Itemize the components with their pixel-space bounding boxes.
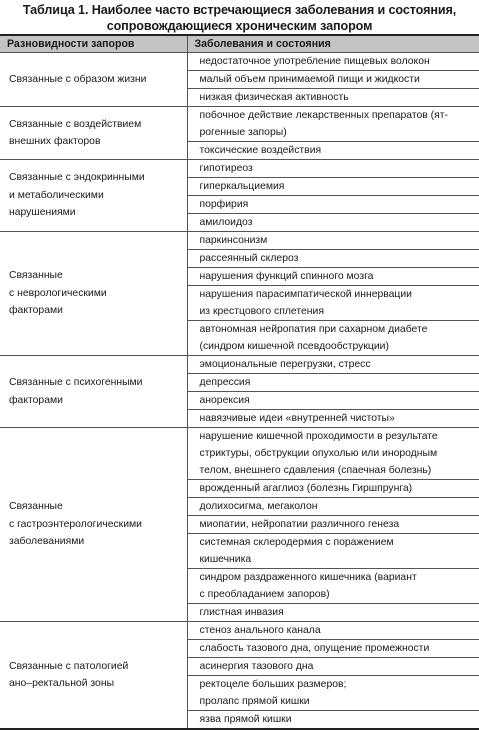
condition-line: анорексия: [200, 392, 474, 409]
category-line: и метаболическими: [9, 187, 179, 205]
condition-item: [188, 178, 479, 196]
condition-line: миопатии, нейропатии различного генеза: [200, 516, 474, 533]
category-line: Связанные с воздействием: [9, 116, 179, 134]
condition-item: [188, 232, 479, 250]
condition-item: [188, 196, 479, 214]
conditions-cell: [187, 356, 479, 428]
condition-item: [188, 480, 479, 498]
conditions-cell: [187, 232, 479, 356]
category-line: Связанные: [9, 498, 179, 516]
category-line: Связанные с образом жизни: [9, 71, 179, 89]
category-cell: [0, 160, 187, 232]
condition-item: [188, 268, 479, 286]
condition-item: [188, 676, 479, 711]
condition-item: [188, 142, 479, 159]
constipation-table: [0, 34, 479, 730]
condition-item: [188, 160, 479, 178]
condition-line: язва прямой кишки: [200, 711, 474, 728]
caption-line-1: Таблица 1. Наиболее часто встречающиеся заболевания и состояния,: [6, 2, 473, 18]
condition-line: синдром раздраженного кишечника (вариант: [200, 569, 474, 586]
condition-line: нарушения функций спинного мозга: [200, 268, 474, 285]
condition-line: побочное действие лекарственных препаратов (ят-: [200, 107, 474, 124]
condition-item: [188, 428, 479, 480]
condition-item: [188, 410, 479, 427]
condition-line: (синдром кишечной псевдообструкции): [200, 338, 474, 355]
condition-line: рогенные запоры): [200, 124, 474, 141]
condition-line: паркинсонизм: [200, 232, 474, 249]
conditions-cell: [187, 428, 479, 622]
category-cell: [0, 622, 187, 730]
table-row: [0, 428, 479, 622]
condition-item: [188, 374, 479, 392]
condition-line: стеноз анального канала: [200, 622, 474, 639]
condition-item: [188, 569, 479, 604]
category-line: ано–ректальной зоны: [9, 675, 179, 693]
condition-line: эмоциональные перегрузки, стресс: [200, 356, 474, 373]
condition-item: [188, 658, 479, 676]
condition-item: [188, 534, 479, 569]
condition-line: токсические воздействия: [200, 142, 474, 159]
condition-line: ректоцеле больших размеров;: [200, 676, 474, 693]
condition-item: [188, 286, 479, 321]
condition-line: системная склеродермия с поражением: [200, 534, 474, 551]
category-line: факторами: [9, 302, 179, 320]
condition-item: [188, 498, 479, 516]
condition-line: недостаточное употребление пищевых волокон: [200, 53, 474, 70]
table-row: [0, 622, 479, 730]
condition-item: [188, 53, 479, 71]
category-line: Связанные с эндокринными: [9, 169, 179, 187]
conditions-cell: [187, 107, 479, 160]
condition-line: стриктуры, обструкции опухолью или инородным: [200, 445, 474, 462]
table-row: [0, 53, 479, 107]
category-cell: [0, 428, 187, 622]
caption-line-2: сопровождающиеся хроническим запором: [6, 18, 473, 34]
table-row: [0, 232, 479, 356]
condition-item: [188, 214, 479, 231]
condition-line: амилоидоз: [200, 214, 474, 231]
condition-line: из крестцового сплетения: [200, 303, 474, 320]
condition-line: малый объем принимаемой пищи и жидкости: [200, 71, 474, 88]
condition-item: [188, 107, 479, 142]
header-conditions: Заболевания и состояния: [187, 35, 479, 53]
condition-line: асинергия тазового дна: [200, 658, 474, 675]
condition-line: депрессия: [200, 374, 474, 391]
condition-line: телом, внешнего сдавления (спаечная болезнь): [200, 462, 474, 479]
conditions-cell: [187, 53, 479, 107]
condition-line: автономная нейропатия при сахарном диабете: [200, 321, 474, 338]
condition-line: с преобладанием запоров): [200, 586, 474, 603]
category-line: Связанные: [9, 267, 179, 285]
condition-item: [188, 89, 479, 106]
condition-line: порфирия: [200, 196, 474, 213]
table-row: [0, 356, 479, 428]
condition-item: [188, 604, 479, 621]
category-line: факторами: [9, 392, 179, 410]
condition-line: глистная инвазия: [200, 604, 474, 621]
condition-item: [188, 356, 479, 374]
table-body: [0, 53, 479, 730]
condition-line: пролапс прямой кишки: [200, 693, 474, 710]
condition-line: рассеянный склероз: [200, 250, 474, 267]
condition-line: кишечника: [200, 551, 474, 568]
condition-item: [188, 392, 479, 410]
condition-line: долихосигма, мегаколон: [200, 498, 474, 515]
condition-item: [188, 321, 479, 355]
category-line: Связанные с психогенными: [9, 374, 179, 392]
condition-line: слабость тазового дна, опущение промежности: [200, 640, 474, 657]
condition-line: навязчивые идеи «внутренней чистоты»: [200, 410, 474, 427]
table-row: [0, 107, 479, 160]
condition-line: нарушения парасимпатической иннервации: [200, 286, 474, 303]
category-line: заболеваниями: [9, 533, 179, 551]
conditions-cell: [187, 160, 479, 232]
condition-line: низкая физическая активность: [200, 89, 474, 106]
category-cell: [0, 356, 187, 428]
conditions-cell: [187, 622, 479, 730]
condition-item: [188, 711, 479, 728]
category-cell: [0, 107, 187, 160]
category-line: нарушениями: [9, 204, 179, 222]
category-line: внешних факторов: [9, 133, 179, 151]
category-cell: [0, 53, 187, 107]
category-line: Связанные с патологией: [9, 658, 179, 676]
condition-line: врожденный агаглиоз (болезнь Гиршпрунга): [200, 480, 474, 497]
condition-item: [188, 622, 479, 640]
table-row: [0, 160, 479, 232]
category-cell: [0, 232, 187, 356]
category-line: с гастроэнтерологическими: [9, 516, 179, 534]
condition-line: нарушение кишечной проходимости в результате: [200, 428, 474, 445]
table-caption: [0, 0, 479, 34]
condition-item: [188, 250, 479, 268]
condition-line: гиперкальциемия: [200, 178, 474, 195]
condition-line: гипотиреоз: [200, 160, 474, 177]
condition-item: [188, 516, 479, 534]
header-types: Разновидности запоров: [0, 35, 187, 53]
condition-item: [188, 640, 479, 658]
table-header-row: [0, 35, 479, 53]
category-line: с неврологическими: [9, 285, 179, 303]
condition-item: [188, 71, 479, 89]
